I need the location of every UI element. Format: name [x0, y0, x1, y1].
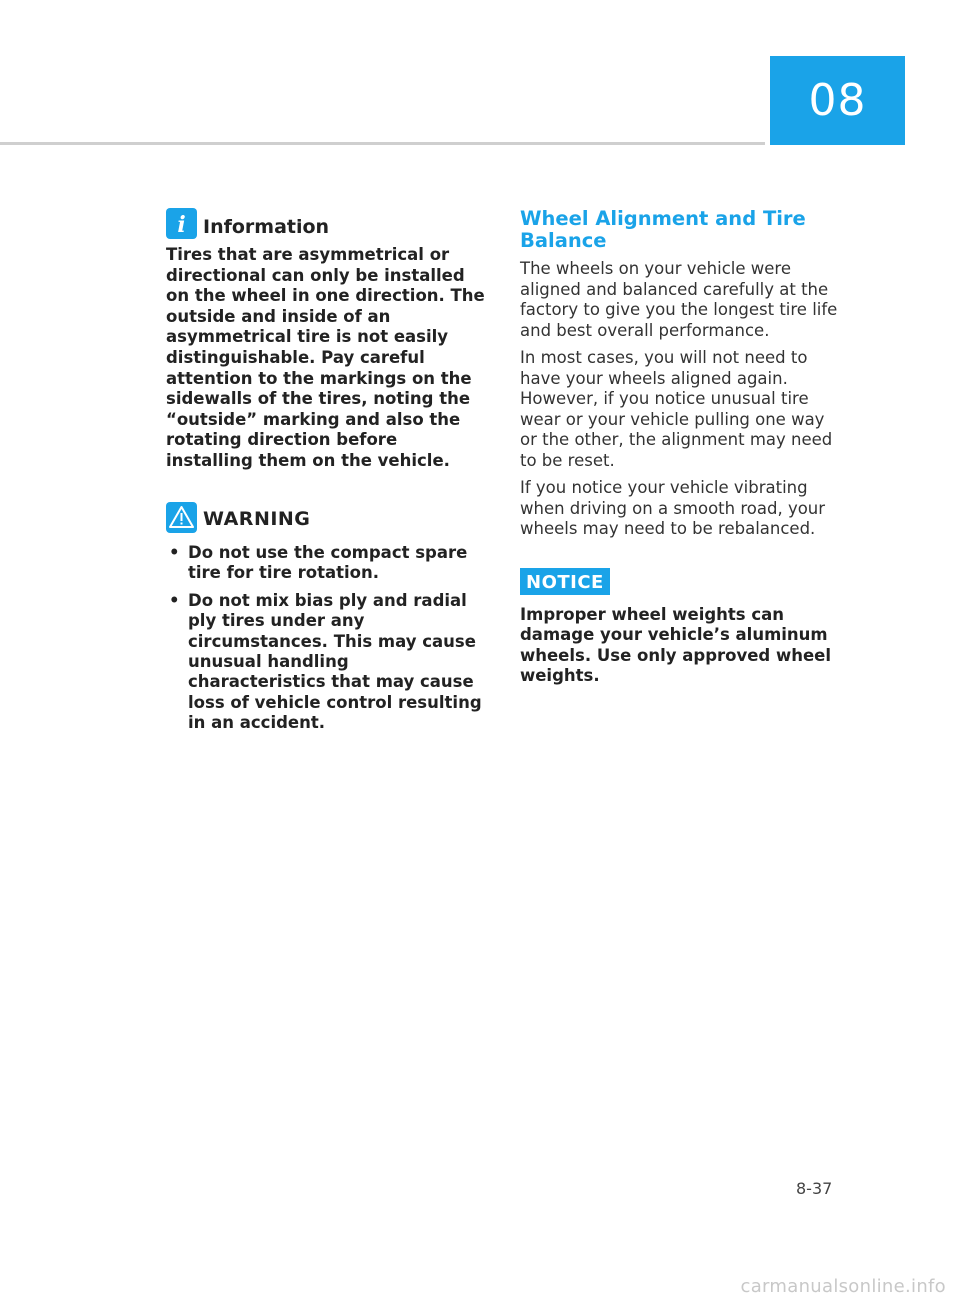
chapter-tab: [770, 56, 905, 145]
page-number: 8-37: [796, 1179, 833, 1198]
warning-item-text: Do not use the compact spare tire for tire rotation.: [188, 542, 468, 582]
chapter-number: 08: [808, 75, 867, 126]
watermark: carmanualsonline.info: [740, 1276, 946, 1297]
header-rule: [0, 142, 765, 145]
info-icon: [166, 208, 197, 239]
right-column: [520, 208, 842, 687]
svg-text:i: i: [177, 212, 186, 238]
warning-triangle-icon: [166, 502, 197, 533]
bullet-icon: •: [169, 591, 180, 611]
notice-box: [520, 547, 842, 687]
info-box-title: Information: [203, 215, 330, 238]
warning-item: [166, 591, 488, 733]
warning-item: [166, 543, 488, 584]
warning-item-text: Do not mix bias ply and radial ply tires under any circumstances. This may cause unusual handling characteristics that may cause loss of vehicle control resulting in an accident.: [188, 591, 482, 732]
body-paragraph: If you notice your vehicle vibrating when driving on a smooth road, your wheels may need to be rebalanced.: [520, 478, 826, 538]
warning-list: [166, 543, 488, 734]
bullet-icon: •: [169, 542, 180, 562]
info-box-body: Tires that are asymmetrical or directional can only be installed on the wheel in one direction. The outside and inside of an asymmetrical tire is not easily distinguishable. Pay careful attention to the markings on the sidewalls of the tires, noting the “outside” marking and also the rotating direction before installing them on the vehicle.: [166, 245, 485, 470]
notice-body: Improper wheel weights can damage your vehicle’s aluminum wheels. Use only approved wheel weights.: [520, 604, 832, 685]
body-paragraph: In most cases, you will not need to have your wheels aligned again. However, if you notice unusual tire wear or your vehicle pulling one way or the other, the alignment may need to be reset.: [520, 348, 833, 470]
info-box: [166, 208, 488, 472]
warning-box-header: [166, 502, 488, 533]
warning-box-title: WARNING: [203, 508, 311, 531]
section-heading: Wheel Alignment and Tire Balance: [520, 207, 806, 252]
body-paragraph: The wheels on your vehicle were aligned and balanced carefully at the factory to give you the longest tire life and best overall performance.: [520, 259, 838, 340]
warning-box: [166, 502, 488, 734]
info-box-header: [166, 208, 488, 239]
notice-label: NOTICE: [520, 568, 610, 595]
left-column: [166, 208, 488, 741]
